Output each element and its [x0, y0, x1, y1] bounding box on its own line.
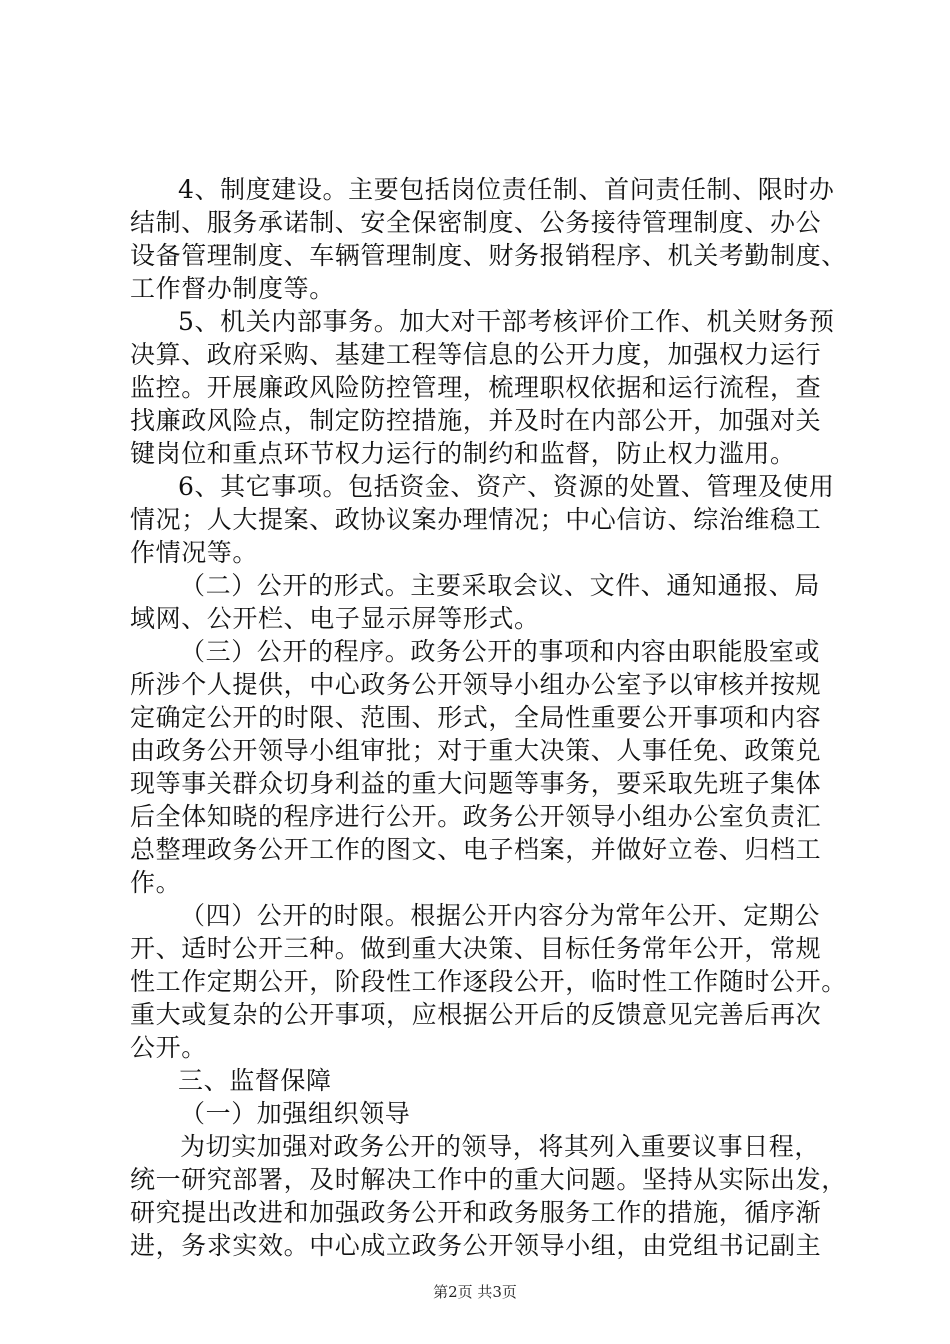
paragraph-line: 现等事关群众切身利益的重大问题等事务，要采取先班子集体 [130, 769, 822, 798]
paragraph-line: 作。 [130, 868, 182, 897]
paragraph-line: 域网、公开栏、电子显示屏等形式。 [130, 604, 540, 633]
paragraph-line: 重大或复杂的公开事项，应根据公开后的反馈意见完善后再次 [130, 1000, 822, 1029]
paragraph-line: 统一研究部署，及时解决工作中的重大问题。坚持从实际出发， [130, 1165, 847, 1194]
paragraph-line: 研究提出改进和加强政务公开和政务服务工作的措施，循序渐 [130, 1198, 822, 1227]
paragraph-line: 找廉政风险点，制定防控措施，并及时在内部公开，加强对关 [130, 406, 822, 435]
paragraph-line: 为切实加强对政务公开的领导，将其列入重要议事日程， [180, 1132, 821, 1161]
paragraph-line: 决算、政府采购、基建工程等信息的公开力度，加强权力运行 [130, 340, 822, 369]
paragraph-line: 公开。 [130, 1033, 207, 1062]
paragraph-line: 进，务求实效。中心成立政务公开领导小组，由党组书记副主 [130, 1231, 822, 1260]
paragraph-line: 总整理政务公开工作的图文、电子档案，并做好立卷、归档工 [130, 835, 822, 864]
page-footer: 第2页 共3页 [433, 1283, 517, 1301]
paragraph-line: 作情况等。 [130, 538, 259, 567]
paragraph-line: 定确定公开的时限、范围、形式，全局性重要公开事项和内容 [130, 703, 822, 732]
paragraph-line: （二）公开的形式。主要采取会议、文件、通知通报、局 [180, 571, 821, 600]
paragraph-line: 设备管理制度、车辆管理制度、财务报销程序、机关考勤制度、 [130, 241, 847, 270]
paragraph-line: 情况；人大提案、政协议案办理情况；中心信访、综治维稳工 [130, 505, 822, 534]
paragraph-line: （四）公开的时限。根据公开内容分为常年公开、定期公 [180, 901, 821, 930]
paragraph-line: 工作督办制度等。 [130, 274, 335, 303]
paragraph-line: 性工作定期公开，阶段性工作逐段公开，临时性工作随时公开。 [130, 967, 847, 996]
paragraph-line: 结制、服务承诺制、安全保密制度、公务接待管理制度、办公 [130, 208, 822, 237]
paragraph-line: 监控。开展廉政风险防控管理，梳理职权依据和运行流程，查 [130, 373, 822, 402]
paragraph-line: 6、其它事项。包括资金、资产、资源的处置、管理及使用 [178, 472, 835, 501]
paragraph-line: 4、制度建设。主要包括岗位责任制、首问责任制、限时办 [178, 175, 835, 204]
paragraph-line: 键岗位和重点环节权力运行的制约和监督，防止权力滥用。 [130, 439, 796, 468]
paragraph-line: 由政务公开领导小组审批；对于重大决策、人事任免、政策兑 [130, 736, 822, 765]
paragraph-line: 5、机关内部事务。加大对干部考核评价工作、机关财务预 [178, 307, 835, 336]
section-heading: 三、监督保障 [178, 1066, 332, 1095]
paragraph-line: （三）公开的程序。政务公开的事项和内容由职能股室或 [180, 637, 821, 666]
paragraph-line: 所涉个人提供，中心政务公开领导小组办公室予以审核并按规 [130, 670, 822, 699]
paragraph-line: 后全体知晓的程序进行公开。政务公开领导小组办公室负责汇 [130, 802, 822, 831]
paragraph-line: 开、适时公开三种。做到重大决策、目标任务常年公开，常规 [130, 934, 822, 963]
subsection-heading: （一）加强组织领导 [180, 1099, 411, 1128]
